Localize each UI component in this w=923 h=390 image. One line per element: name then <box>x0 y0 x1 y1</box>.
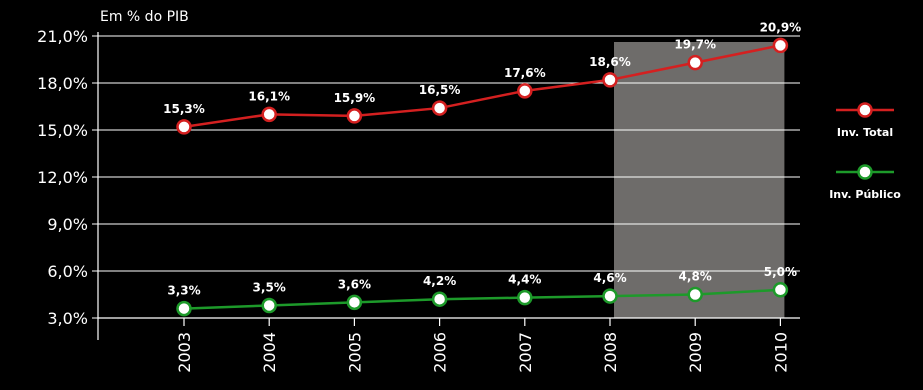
y-tick-label: 18,0% <box>37 74 88 93</box>
legend-label: Inv. Público <box>829 188 901 201</box>
y-tick-layer <box>37 27 88 328</box>
legend <box>829 104 901 202</box>
data-label: 4,4% <box>508 272 542 287</box>
data-label: 3,6% <box>337 277 372 292</box>
data-point <box>348 296 361 309</box>
data-label: 17,6% <box>503 65 546 80</box>
data-point <box>604 73 617 86</box>
data-point <box>518 84 531 97</box>
data-label: 20,9% <box>759 20 802 35</box>
y-tick-label: 3,0% <box>47 309 88 328</box>
x-tick-label: 2007 <box>515 332 535 373</box>
data-label: 15,3% <box>163 101 205 116</box>
legend-swatch-marker <box>859 166 872 179</box>
x-tick-label: 2004 <box>260 332 280 373</box>
data-label: 15,9% <box>333 90 376 105</box>
x-tick-label: 2010 <box>771 332 791 373</box>
data-point <box>263 108 276 121</box>
x-tick-label: 2003 <box>175 332 194 373</box>
data-point <box>604 290 617 303</box>
data-label: 16,5% <box>418 83 461 98</box>
data-point <box>263 299 276 312</box>
data-point <box>689 56 702 69</box>
data-label: 5,0% <box>763 264 798 279</box>
y-tick-label: 12,0% <box>37 168 88 187</box>
y-tick-label: 9,0% <box>47 215 88 234</box>
data-point <box>433 102 446 115</box>
data-label: 3,3% <box>167 283 201 298</box>
data-label: 4,8% <box>678 269 712 284</box>
data-point <box>348 109 361 122</box>
data-label: 4,6% <box>593 271 627 286</box>
x-tick-label: 2008 <box>601 332 620 373</box>
legend-label: Inv. Total <box>836 126 894 139</box>
data-point <box>689 288 702 301</box>
x-tick-label: 2009 <box>686 332 706 373</box>
y-tick-label: 21,0% <box>37 27 88 46</box>
data-label: 16,1% <box>248 89 291 104</box>
data-label: 3,5% <box>252 280 286 295</box>
data-label: 19,7% <box>674 37 717 52</box>
data-label: 18,6% <box>589 54 631 69</box>
data-point <box>518 291 531 304</box>
data-point <box>774 283 787 296</box>
legend-swatch-marker <box>859 104 872 117</box>
y-tick-label: 15,0% <box>37 121 88 140</box>
x-tick-label: 2005 <box>345 332 365 373</box>
data-point <box>178 302 191 315</box>
data-point <box>774 39 787 52</box>
x-tick-layer <box>175 318 790 373</box>
y-tick-label: 6,0% <box>47 262 88 281</box>
unit-label: Em % do PIB <box>100 9 189 25</box>
data-point <box>433 293 446 306</box>
x-tick-label: 2006 <box>430 332 450 373</box>
data-point <box>178 120 191 133</box>
data-label: 4,2% <box>422 274 457 289</box>
